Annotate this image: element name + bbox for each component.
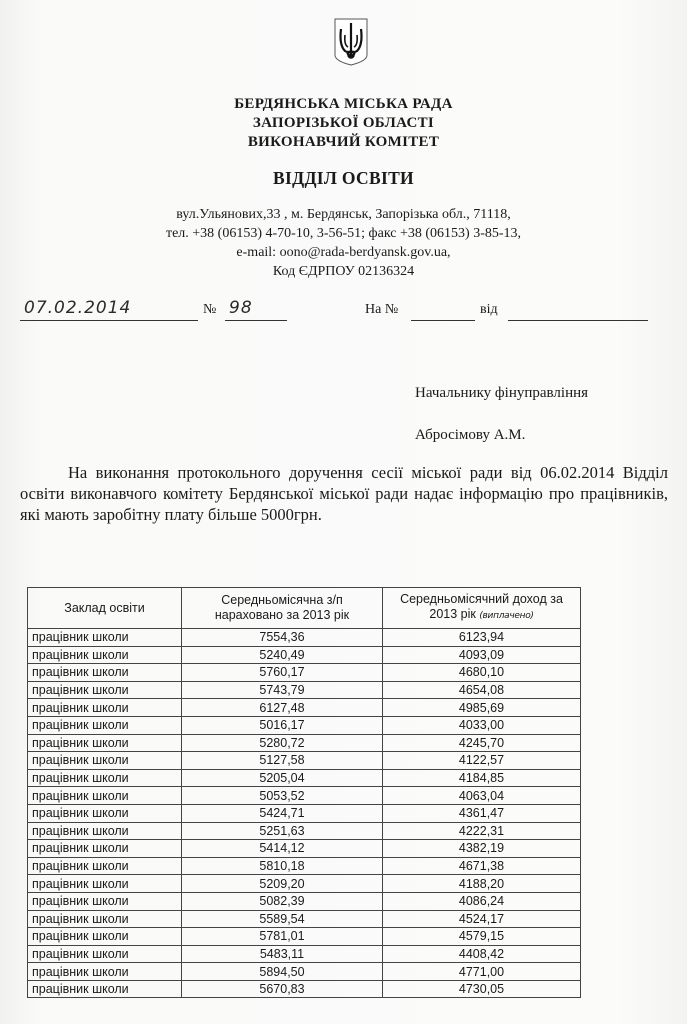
table-row — [28, 822, 581, 840]
addressee-position: Начальнику фінуправління — [415, 385, 589, 401]
cell-income: 4122,57 — [383, 752, 581, 770]
cell-institution: працівник школи — [28, 822, 182, 840]
letter-body — [20, 462, 668, 525]
cell-institution: працівник школи — [28, 804, 182, 822]
cell-institution: працівник школи — [28, 980, 182, 998]
cell-income: 4654,08 — [383, 681, 581, 699]
cell-institution: працівник школи — [28, 787, 182, 805]
reference-line — [0, 298, 687, 328]
cell-income: 4382,19 — [383, 840, 581, 858]
cell-income: 4188,20 — [383, 875, 581, 893]
cell-accrued-salary: 5127,58 — [182, 752, 383, 770]
cell-income: 4524,17 — [383, 910, 581, 928]
cell-institution: працівник школи — [28, 629, 182, 647]
table-row — [28, 980, 581, 998]
cell-income: 4245,70 — [383, 734, 581, 752]
from-label: від — [480, 302, 498, 317]
cell-income: 4222,31 — [383, 822, 581, 840]
cell-accrued-salary: 5743,79 — [182, 681, 383, 699]
cell-income: 4408,42 — [383, 945, 581, 963]
table-row — [28, 646, 581, 664]
cell-institution: працівник школи — [28, 734, 182, 752]
cell-institution: працівник школи — [28, 840, 182, 858]
from-field — [508, 298, 648, 321]
table-row — [28, 875, 581, 893]
cell-income: 4680,10 — [383, 664, 581, 682]
table-row — [28, 769, 581, 787]
number-field — [225, 298, 287, 321]
table-row — [28, 963, 581, 981]
table-row — [28, 840, 581, 858]
date-field — [20, 298, 198, 321]
cell-income: 4730,05 — [383, 980, 581, 998]
addressee-name: Абросімову А.М. — [415, 427, 526, 443]
table-body — [28, 629, 581, 998]
trident-coat-of-arms-icon — [333, 17, 369, 67]
cell-income: 4184,85 — [383, 769, 581, 787]
table-row — [28, 629, 581, 647]
table-row — [28, 734, 581, 752]
cell-accrued-salary: 5016,17 — [182, 716, 383, 734]
address-line: вул.Ульянових,33 , м. Бердянськ, Запорізька обл., 71118, — [176, 207, 511, 222]
contact-block — [0, 205, 687, 281]
cell-accrued-salary: 5760,17 — [182, 664, 383, 682]
cell-income: 4671,38 — [383, 857, 581, 875]
table-row — [28, 752, 581, 770]
cell-income: 4086,24 — [383, 892, 581, 910]
table-row — [28, 787, 581, 805]
cell-institution: працівник школи — [28, 769, 182, 787]
table-row — [28, 681, 581, 699]
cell-institution: працівник школи — [28, 892, 182, 910]
table-row — [28, 804, 581, 822]
cell-institution: працівник школи — [28, 910, 182, 928]
cell-accrued-salary: 5781,01 — [182, 928, 383, 946]
cell-accrued-salary: 5082,39 — [182, 892, 383, 910]
cell-institution: працівник школи — [28, 963, 182, 981]
org-line-1: БЕРДЯНСЬКА МІСЬКА РАДА — [234, 96, 453, 112]
cell-accrued-salary: 7554,36 — [182, 629, 383, 647]
cell-accrued-salary: 5280,72 — [182, 734, 383, 752]
org-line-2: ЗАПОРІЗЬКОЇ ОБЛАСТІ — [252, 115, 435, 131]
cell-income: 6123,94 — [383, 629, 581, 647]
cell-institution: працівник школи — [28, 699, 182, 717]
cell-accrued-salary: 5251,63 — [182, 822, 383, 840]
table-row — [28, 664, 581, 682]
cell-accrued-salary: 5670,83 — [182, 980, 383, 998]
cell-institution: працівник школи — [28, 752, 182, 770]
phone-line: тел. +38 (06153) 4-70-10, 3-56-51; факс +38 (06153) 3-85-13, — [165, 226, 522, 241]
reply-to-label: На № — [365, 302, 399, 317]
table-header-row — [28, 588, 581, 629]
table-row — [28, 857, 581, 875]
cell-accrued-salary: 5414,12 — [182, 840, 383, 858]
cell-institution: працівник школи — [28, 945, 182, 963]
handwritten-date: 07.02.2014 — [24, 298, 132, 318]
table-row — [28, 716, 581, 734]
cell-institution: працівник школи — [28, 681, 182, 699]
cell-institution: працівник школи — [28, 664, 182, 682]
department-title: ВІДДІЛ ОСВІТИ — [273, 168, 414, 188]
salary-table — [27, 587, 581, 998]
edrpou-line: Код ЄДРПОУ 02136324 — [272, 264, 415, 279]
cell-institution: працівник школи — [28, 646, 182, 664]
cell-institution: працівник школи — [28, 857, 182, 875]
cell-accrued-salary: 5589,54 — [182, 910, 383, 928]
cell-institution: працівник школи — [28, 716, 182, 734]
cell-institution: працівник школи — [28, 928, 182, 946]
cell-accrued-salary: 5205,04 — [182, 769, 383, 787]
header-accrued-salary: Середньомісячна з/п нараховано за 2013 рік — [182, 588, 383, 629]
handwritten-number: 98 — [229, 298, 253, 318]
cell-accrued-salary: 5810,18 — [182, 857, 383, 875]
table-row — [28, 945, 581, 963]
header-income — [383, 588, 581, 629]
table-row — [28, 892, 581, 910]
header-institution: Заклад освіти — [28, 588, 182, 629]
cell-income: 4771,00 — [383, 963, 581, 981]
organization-header — [0, 95, 687, 152]
table-row — [28, 910, 581, 928]
cell-institution: працівник школи — [28, 875, 182, 893]
cell-income: 4063,04 — [383, 787, 581, 805]
cell-accrued-salary: 5240,49 — [182, 646, 383, 664]
header-income-text: Середньомісячний доход за 2013 рік — [400, 592, 563, 621]
cell-accrued-salary: 5053,52 — [182, 787, 383, 805]
cell-income: 4361,47 — [383, 804, 581, 822]
cell-accrued-salary: 5894,50 — [182, 963, 383, 981]
reply-to-field — [411, 298, 475, 321]
cell-accrued-salary: 5209,20 — [182, 875, 383, 893]
email-line: e-mail: oono@rada-berdyansk.gov.ua, — [236, 245, 451, 260]
cell-income: 4093,09 — [383, 646, 581, 664]
number-label: № — [203, 302, 217, 317]
cell-accrued-salary: 5424,71 — [182, 804, 383, 822]
body-paragraph: На виконання протокольного доручення сесії міської ради від 06.02.2014 Відділ освіти виконавчого комітету Бердянської міської ради надає інформацію про працівників, які мають заробітну плату більше 5000грн. — [20, 463, 668, 524]
handwritten-note: (виплачено) — [479, 611, 534, 621]
cell-income: 4985,69 — [383, 699, 581, 717]
cell-accrued-salary: 5483,11 — [182, 945, 383, 963]
cell-accrued-salary: 6127,48 — [182, 699, 383, 717]
table-row — [28, 699, 581, 717]
org-line-3: ВИКОНАВЧИЙ КОМІТЕТ — [247, 134, 440, 150]
cell-income: 4033,00 — [383, 716, 581, 734]
cell-income: 4579,15 — [383, 928, 581, 946]
table-row — [28, 928, 581, 946]
